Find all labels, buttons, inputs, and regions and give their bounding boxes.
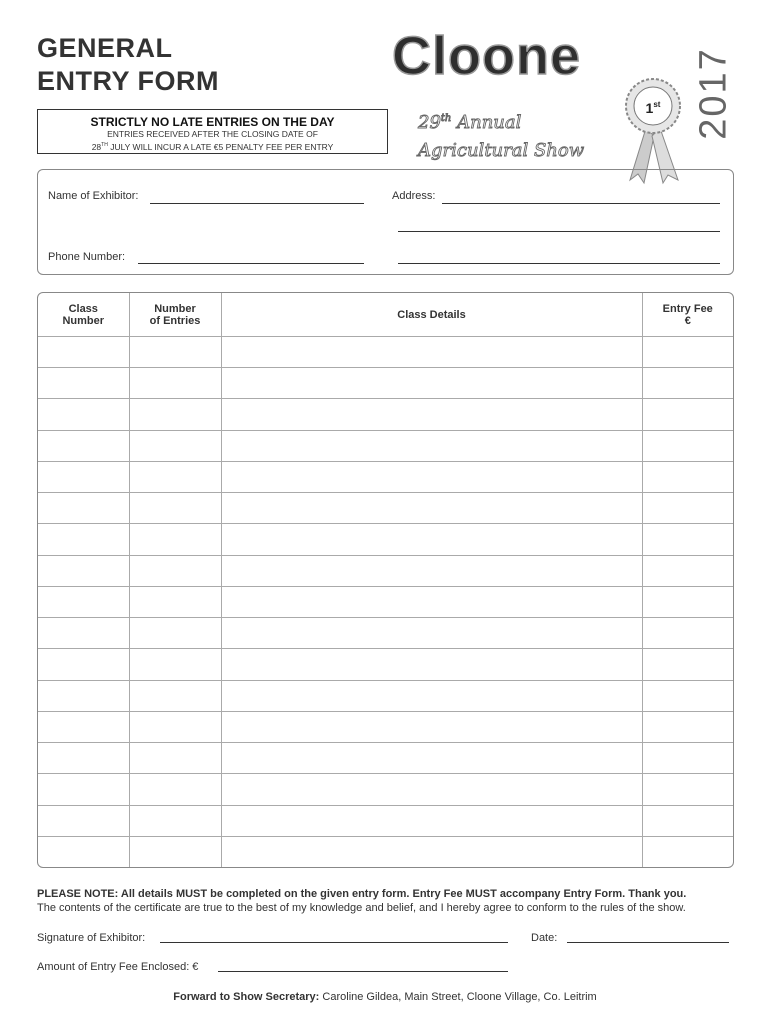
entry-fee-cell[interactable] [642,618,733,649]
table-row [38,618,733,649]
entry-fee-cell[interactable] [642,368,733,399]
date-field[interactable] [567,942,729,943]
notice-title: STRICTLY NO LATE ENTRIES ON THE DAY [90,115,335,129]
entry-fee-cell[interactable] [642,680,733,711]
number-of-entries-cell[interactable] [129,743,221,774]
class-details-cell[interactable] [221,399,642,430]
class-number-cell[interactable] [38,836,129,867]
entry-fee-cell[interactable] [642,774,733,805]
show-line-1: 29th Annual [418,112,522,133]
class-details-cell[interactable] [221,711,642,742]
table-row [38,649,733,680]
class-number-cell[interactable] [38,618,129,649]
class-number-cell[interactable] [38,368,129,399]
year-label [689,44,739,144]
class-number-cell[interactable] [38,649,129,680]
entry-fee-cell[interactable] [642,524,733,555]
class-details-cell[interactable] [221,461,642,492]
class-details-cell[interactable] [221,618,642,649]
late-entries-notice [37,109,388,154]
entry-fee-cell[interactable] [642,586,733,617]
number-of-entries-cell[interactable] [129,649,221,680]
class-details-cell[interactable] [221,743,642,774]
class-details-cell[interactable] [221,337,642,368]
class-number-cell[interactable] [38,430,129,461]
show-branding [388,28,688,188]
name-of-exhibitor-field[interactable] [150,203,364,204]
notice-line-2: 28TH JULY WILL INCUR A LATE €5 PENALTY FEE PER ENTRY [91,141,334,152]
exhibitor-details-box [37,169,734,275]
table-row [38,337,733,368]
amount-row [37,960,737,974]
class-details-cell[interactable] [221,493,642,524]
entry-fee-cell[interactable] [642,555,733,586]
number-of-entries-cell[interactable] [129,337,221,368]
notice-paragraph [37,887,737,915]
title-line-1: GENERAL [37,33,173,63]
forward-address: Caroline Gildea, Main Street, Cloone Village, Co. Leitrim [322,991,597,1003]
class-number-cell[interactable] [38,399,129,430]
number-of-entries-cell[interactable] [129,774,221,805]
table-row [38,524,733,555]
number-of-entries-cell[interactable] [129,524,221,555]
class-details-cell[interactable] [221,368,642,399]
number-of-entries-cell[interactable] [129,586,221,617]
table-row [38,461,733,492]
number-of-entries-cell[interactable] [129,618,221,649]
class-number-cell[interactable] [38,555,129,586]
entry-fee-cell[interactable] [642,493,733,524]
table-row [38,399,733,430]
show-line-2: Agricultural Show [418,140,585,161]
table-row [38,711,733,742]
name-of-exhibitor-label: Name of Exhibitor: [48,190,139,202]
entry-fee-cell[interactable] [642,337,733,368]
class-details-cell[interactable] [221,649,642,680]
class-number-cell[interactable] [38,680,129,711]
signature-row [37,931,737,945]
header-number-of-entries: Number of Entries [129,293,221,337]
signature-field[interactable] [160,942,508,943]
header-entry-fee: Entry Fee € [642,293,733,337]
class-number-cell[interactable] [38,805,129,836]
address-field-line-3[interactable] [398,263,720,264]
entry-fee-cell[interactable] [642,836,733,867]
amount-field[interactable] [218,971,508,972]
number-of-entries-cell[interactable] [129,805,221,836]
table-row [38,743,733,774]
year-text: 2017 [692,47,735,140]
table-row [38,774,733,805]
notice-line-1: ENTRIES RECEIVED AFTER THE CLOSING DATE OF [107,129,318,139]
entry-fee-cell[interactable] [642,805,733,836]
address-field-line-2[interactable] [398,231,720,232]
please-note-text: PLEASE NOTE: All details MUST be completed on the given entry form. Entry Fee MUST accompany Entry Form. Thank you. [37,888,687,900]
address-field-line-1[interactable] [442,203,720,204]
header-class-details: Class Details [221,293,642,337]
number-of-entries-cell[interactable] [129,368,221,399]
cloone-logo [388,28,688,188]
class-number-cell[interactable] [38,586,129,617]
table-row [38,493,733,524]
number-of-entries-cell[interactable] [129,555,221,586]
class-number-cell[interactable] [38,774,129,805]
entry-fee-cell[interactable] [642,649,733,680]
table-row [38,586,733,617]
class-number-cell[interactable] [38,711,129,742]
phone-number-field[interactable] [138,263,364,264]
entry-fee-cell[interactable] [642,430,733,461]
date-label: Date: [531,932,558,944]
rosette-icon [626,79,680,183]
entry-fee-cell[interactable] [642,711,733,742]
form-title [37,32,219,98]
number-of-entries-cell[interactable] [129,461,221,492]
title-line-2: ENTRY FORM [37,66,220,96]
number-of-entries-cell[interactable] [129,680,221,711]
header-class-number: Class Number [38,293,129,337]
declaration-text: The contents of the certificate are true to the best of my knowledge and belief, and I hereby agree to conform to the rules of the show. [37,902,686,914]
table-row [38,680,733,711]
class-details-cell[interactable] [221,836,642,867]
class-details-cell[interactable] [221,586,642,617]
table-row [38,555,733,586]
class-details-cell[interactable] [221,805,642,836]
svg-text:1st: 1st [645,100,661,116]
class-details-cell[interactable] [221,555,642,586]
number-of-entries-cell[interactable] [129,493,221,524]
number-of-entries-cell[interactable] [129,430,221,461]
entries-table [37,292,734,868]
table-header-row [38,293,733,337]
class-number-cell[interactable] [38,743,129,774]
class-number-cell[interactable] [38,337,129,368]
number-of-entries-cell[interactable] [129,836,221,867]
forward-to-secretary [0,990,770,1004]
class-details-cell[interactable] [221,430,642,461]
table-row [38,430,733,461]
amount-label: Amount of Entry Fee Enclosed: € [37,961,199,973]
class-number-cell[interactable] [38,524,129,555]
class-details-cell[interactable] [221,774,642,805]
class-details-cell[interactable] [221,680,642,711]
signature-label: Signature of Exhibitor: [37,932,146,944]
brand-name: Cloone [392,28,581,86]
class-number-cell[interactable] [38,493,129,524]
number-of-entries-cell[interactable] [129,399,221,430]
entry-fee-cell[interactable] [642,461,733,492]
class-details-cell[interactable] [221,524,642,555]
address-label: Address: [392,190,436,202]
table-row [38,805,733,836]
class-number-cell[interactable] [38,461,129,492]
entry-fee-cell[interactable] [642,743,733,774]
table-row [38,368,733,399]
forward-label: Forward to Show Secretary: [173,991,320,1003]
number-of-entries-cell[interactable] [129,711,221,742]
entry-fee-cell[interactable] [642,399,733,430]
table-row [38,836,733,867]
phone-number-label: Phone Number: [48,251,126,263]
